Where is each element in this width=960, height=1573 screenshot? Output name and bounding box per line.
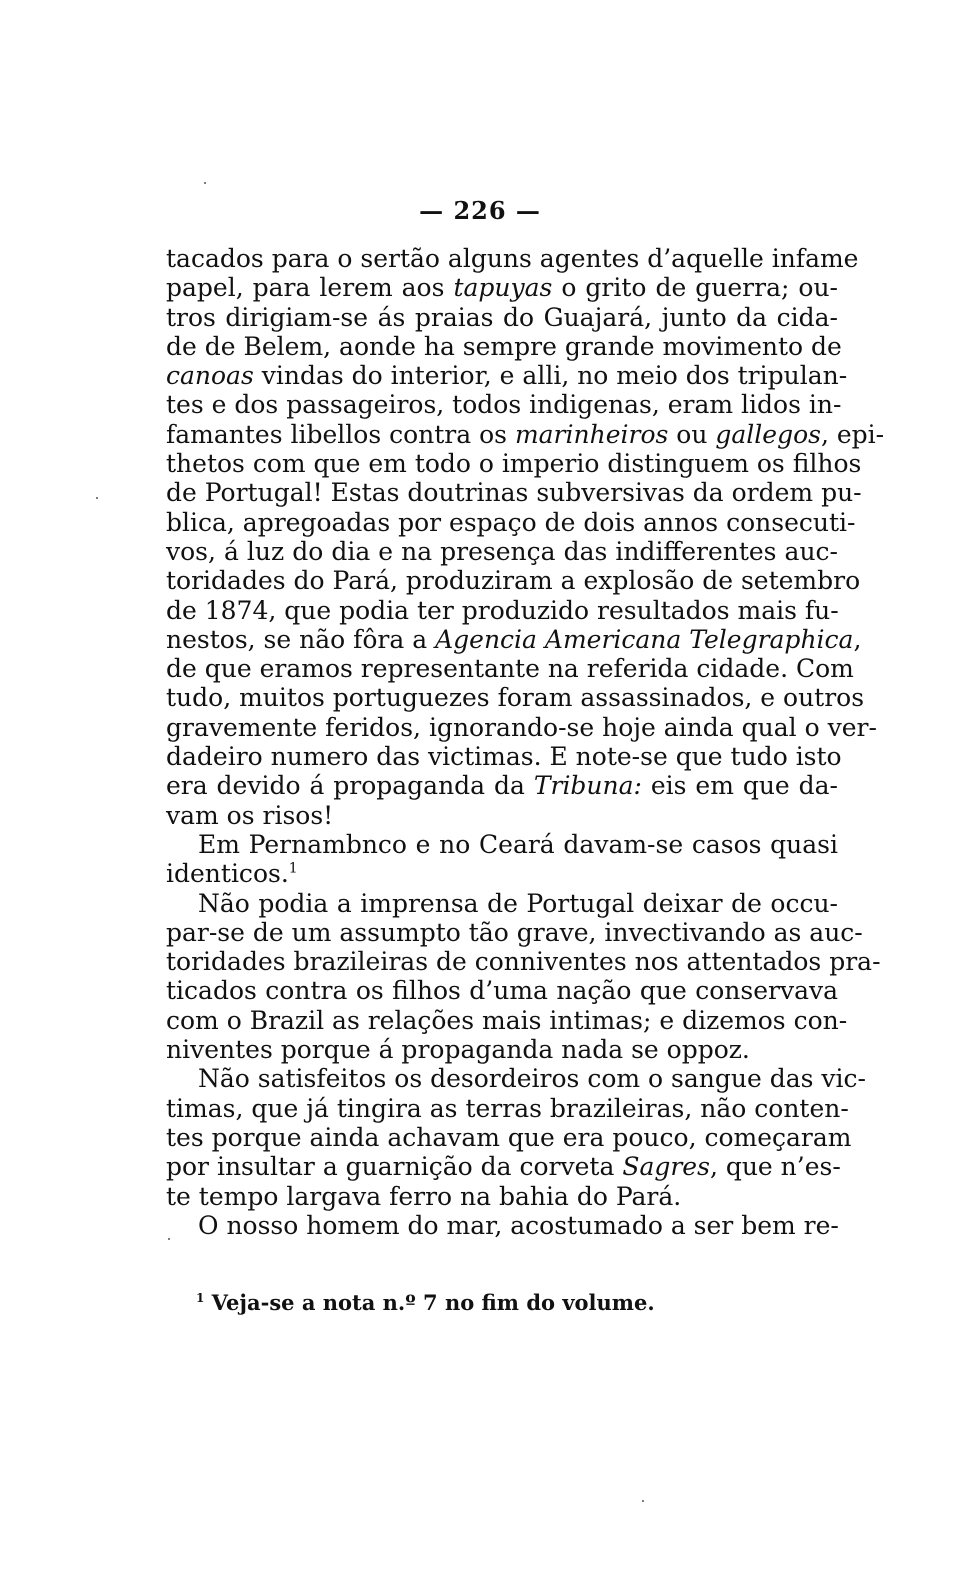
text-line bbox=[166, 801, 838, 830]
text-line bbox=[166, 1152, 841, 1182]
line-segment: eis em que da- bbox=[641, 771, 838, 801]
text-line bbox=[166, 889, 838, 918]
line-segment: papel, para lerem aos bbox=[166, 273, 454, 303]
text-line bbox=[166, 244, 859, 273]
line-segment: de de Belem, aonde ha sempre grande movimento de bbox=[166, 331, 842, 361]
line-segment: par-se de um assumpto tão grave, invectivando as auc- bbox=[166, 917, 863, 947]
line-segment: , epi- bbox=[820, 419, 885, 449]
text-line bbox=[166, 390, 842, 420]
line-segment: toridades brazileiras de conniventes nos attentados pra- bbox=[166, 947, 881, 977]
text-line bbox=[166, 507, 856, 537]
italic-term: canoas bbox=[166, 361, 254, 391]
line-segment: ou bbox=[668, 419, 716, 449]
text-line bbox=[166, 303, 838, 332]
text-line bbox=[166, 624, 862, 654]
line-segment: thetos com que em todo o imperio distinguem os filhos bbox=[166, 449, 862, 479]
italic-term: gallegos bbox=[715, 419, 821, 449]
italic-term: marinheiros bbox=[514, 419, 669, 449]
text-line bbox=[166, 742, 842, 772]
body-text bbox=[166, 244, 885, 1240]
italic-term: Agencia Americana Telegraphica bbox=[435, 624, 854, 654]
line-segment: tacados para o sertão alguns agentes d’aquelle infame bbox=[166, 244, 859, 273]
line-segment: de 1874, que podia ter produzido resultados mais fu- bbox=[166, 595, 839, 625]
line-segment: vos, á luz do dia e na presença das indifferentes auc- bbox=[166, 536, 838, 566]
text-line bbox=[166, 331, 842, 361]
line-segment: niventes porque á propaganda nada se oppoz. bbox=[166, 1035, 750, 1065]
text-line bbox=[166, 654, 854, 684]
footnote-marker: 1 bbox=[196, 1291, 205, 1305]
text-line bbox=[166, 859, 838, 888]
text-line bbox=[166, 683, 865, 713]
text-line bbox=[166, 1182, 838, 1211]
footnote-text: Veja-se a nota n.º 7 no fim do volume. bbox=[211, 1290, 655, 1315]
line-segment: timas, que já tingira as terras brazileiras, não conten- bbox=[166, 1093, 849, 1123]
text-line bbox=[166, 1064, 866, 1094]
line-segment: Não podia a imprensa de Portugal deixar de occu- bbox=[198, 888, 838, 918]
text-line bbox=[166, 830, 838, 859]
text-line bbox=[166, 566, 861, 596]
line-segment: gravemente feridos, ignorando-se hoje ainda qual o ver- bbox=[166, 712, 877, 742]
line-segment: dadeiro numero das victimas. E note-se que tudo isto bbox=[166, 742, 842, 772]
text-line bbox=[166, 273, 838, 302]
line-segment: tes porque ainda achavam que era pouco, começaram bbox=[166, 1122, 852, 1152]
italic-term: Sagres bbox=[622, 1152, 710, 1182]
line-segment: blica, apregoadas por espaço de dois annos consecuti- bbox=[166, 507, 856, 537]
text-line bbox=[166, 449, 862, 479]
line-segment: toridades do Pará, produziram a explosão de setembro bbox=[166, 566, 861, 596]
line-segment: vindas do interior, e alli, no meio dos tripulan- bbox=[253, 361, 848, 391]
italic-term: Tribuna: bbox=[533, 771, 642, 801]
line-segment: te tempo largava ferro na bahia do Pará. bbox=[166, 1181, 682, 1211]
text-line bbox=[166, 976, 838, 1005]
line-segment: , bbox=[853, 624, 862, 654]
text-line bbox=[166, 478, 862, 508]
footnote-reference: 1 bbox=[288, 860, 298, 877]
line-segment: ticados contra os filhos d’uma nação que conservava bbox=[166, 976, 838, 1006]
text-line bbox=[166, 1211, 838, 1240]
line-segment: O nosso homem do mar, acostumado a ser bem re- bbox=[198, 1210, 839, 1240]
line-segment: nestos, se não fôra a bbox=[166, 624, 436, 654]
text-line bbox=[166, 1122, 852, 1152]
text-line bbox=[166, 712, 877, 742]
text-line bbox=[166, 947, 881, 977]
footnote bbox=[196, 1290, 655, 1315]
line-segment: tes e dos passageiros, todos indigenas, eram lidos in- bbox=[166, 390, 842, 420]
text-line bbox=[166, 419, 885, 449]
page-number: — 226 — bbox=[419, 196, 541, 225]
line-segment: o grito de guerra; ou- bbox=[552, 273, 839, 303]
line-segment: tudo, muitos portuguezes foram assassinados, e outros bbox=[166, 683, 865, 713]
italic-term: tapuyas bbox=[453, 273, 553, 303]
line-segment: Em Pernambnco e no Ceará davam-se casos quasi bbox=[198, 829, 838, 859]
text-line bbox=[166, 1035, 838, 1064]
line-segment: , que n’es- bbox=[709, 1152, 841, 1182]
line-segment: era devido á propaganda da bbox=[166, 771, 534, 801]
text-line bbox=[166, 1093, 849, 1123]
text-line bbox=[166, 771, 838, 800]
line-segment: famantes libellos contra os bbox=[166, 419, 515, 449]
text-line bbox=[166, 917, 863, 947]
text-line bbox=[166, 361, 848, 391]
line-segment: por insultar a guarnição da corveta bbox=[166, 1152, 623, 1182]
text-line bbox=[166, 1005, 848, 1035]
text-line bbox=[166, 537, 838, 566]
text-line bbox=[166, 596, 838, 625]
line-segment: Não satisfeitos os desordeiros com o sangue das vic- bbox=[198, 1064, 866, 1094]
line-segment: de que eramos representante na referida cidade. Com bbox=[166, 654, 854, 684]
line-segment: com o Brazil as relações mais intimas; e dizemos con- bbox=[166, 1005, 848, 1035]
line-segment: de Portugal! Estas doutrinas subversivas da ordem pu- bbox=[166, 478, 862, 508]
line-segment: vam os risos! bbox=[166, 800, 334, 830]
line-segment: identicos. bbox=[166, 859, 289, 889]
line-segment: tros dirigiam-se ás praias do Guajará, junto da cida- bbox=[166, 302, 838, 332]
